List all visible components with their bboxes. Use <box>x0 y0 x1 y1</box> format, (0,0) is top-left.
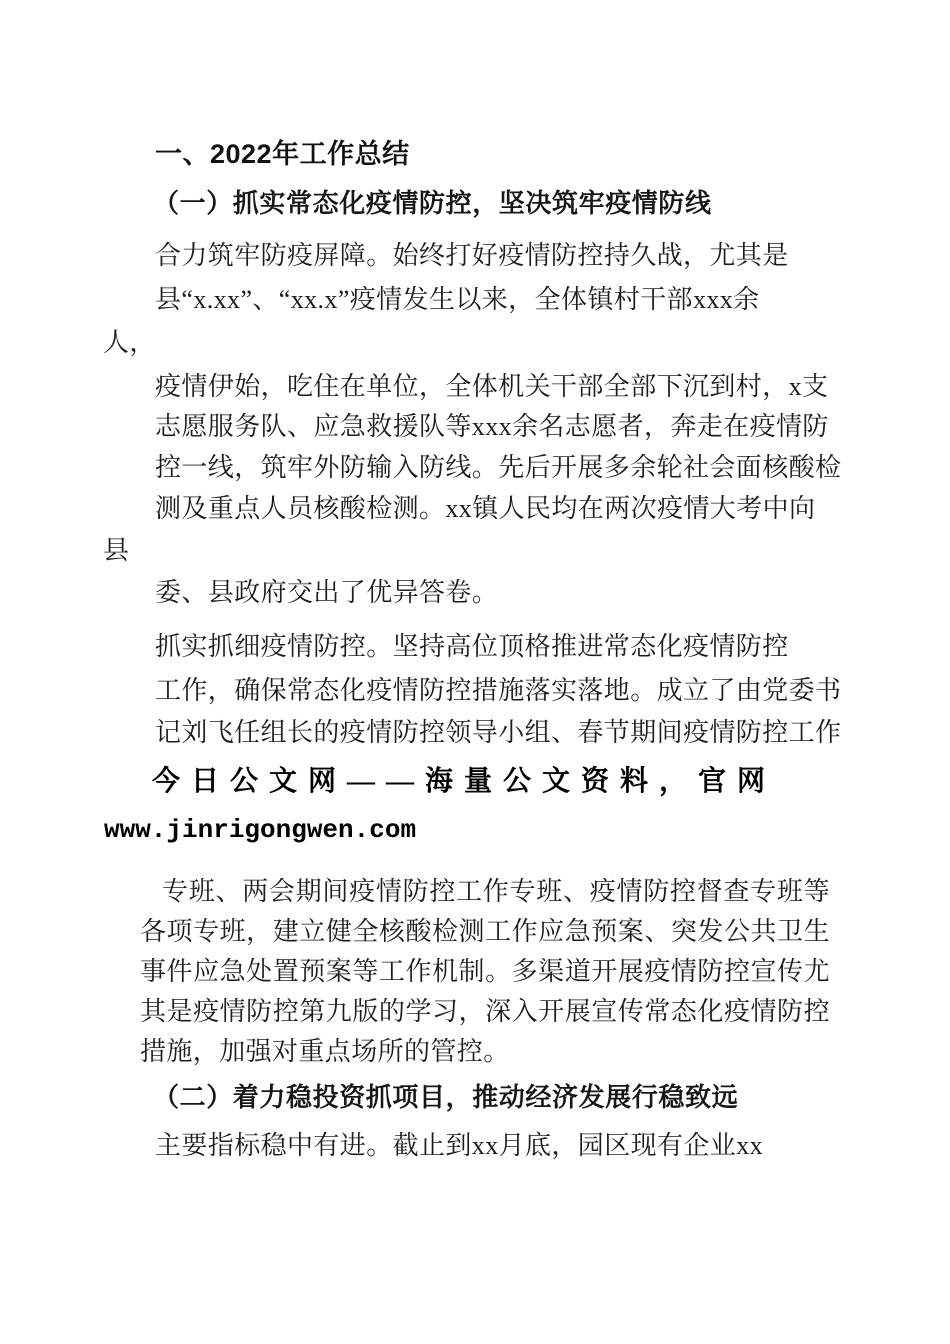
watermark-url: www.jinrigongwen.com <box>104 815 417 845</box>
watermark-title: 今日公文网——海量公文资料，官网 <box>152 766 777 797</box>
paragraph-2-line-2: 志愿服务队、应急救援队等xxx余名志愿者，奔走在疫情防 <box>155 412 829 441</box>
paragraph-3-line-1: 抓实抓细疫情防控。坚持高位顶格推进常态化疫情防控 <box>155 632 789 661</box>
paragraph-3-line-2: 工作，确保常态化疫情防控措施落实落地。成立了由党委书 <box>155 676 842 705</box>
paragraph-1-line-3: 人， <box>103 328 156 357</box>
sub-heading-2: （二）着力稳投资抓项目，推动经济发展行稳致远 <box>153 1083 739 1112</box>
paragraph-5-line-1: 主要指标稳中有进。截止到xx月底，园区现有企业xx <box>155 1131 764 1160</box>
paragraph-1-line-2: 县“x.xx”、“xx.x”疫情发生以来，全体镇村干部xxx余 <box>155 285 760 314</box>
paragraph-2-line-5: 县 <box>103 536 130 565</box>
paragraph-2-line-6: 委、县政府交出了优异答卷。 <box>155 578 499 607</box>
section-heading-1: 一、2022年工作总结 <box>155 139 410 169</box>
paragraph-2-line-1: 疫情伊始，吃住在单位，全体机关干部全部下沉到村，x支 <box>155 372 829 401</box>
paragraph-3-line-3: 记刘飞任组长的疫情防控领导小组、春节期间疫情防控工作 <box>155 718 842 747</box>
paragraph-1-line-1: 合力筑牢防疫屏障。始终打好疫情防控持久战，尤其是 <box>155 241 789 270</box>
paragraph-4: 专班、两会期间疫情防控工作专班、疫情防控督查专班等各项专班，建立健全核酸检测工作应急预案、突发公共卫生事件应急处置预案等工作机制。多渠道开展疫情防控宣传尤其是疫情防控第九版的学习，深入开展宣传常态化疫情防控措施，加强对重点场所的管控。 <box>140 877 830 1066</box>
paragraph-2-line-4: 测及重点人员核酸检测。xx镇人民均在两次疫情大考中向 <box>155 494 816 523</box>
sub-heading-1: （一）抓实常态化疫情防控，坚决筑牢疫情防线 <box>153 189 712 218</box>
paragraph-2-line-3: 控一线，筑牢外防输入防线。先后开展多余轮社会面核酸检 <box>155 453 842 482</box>
